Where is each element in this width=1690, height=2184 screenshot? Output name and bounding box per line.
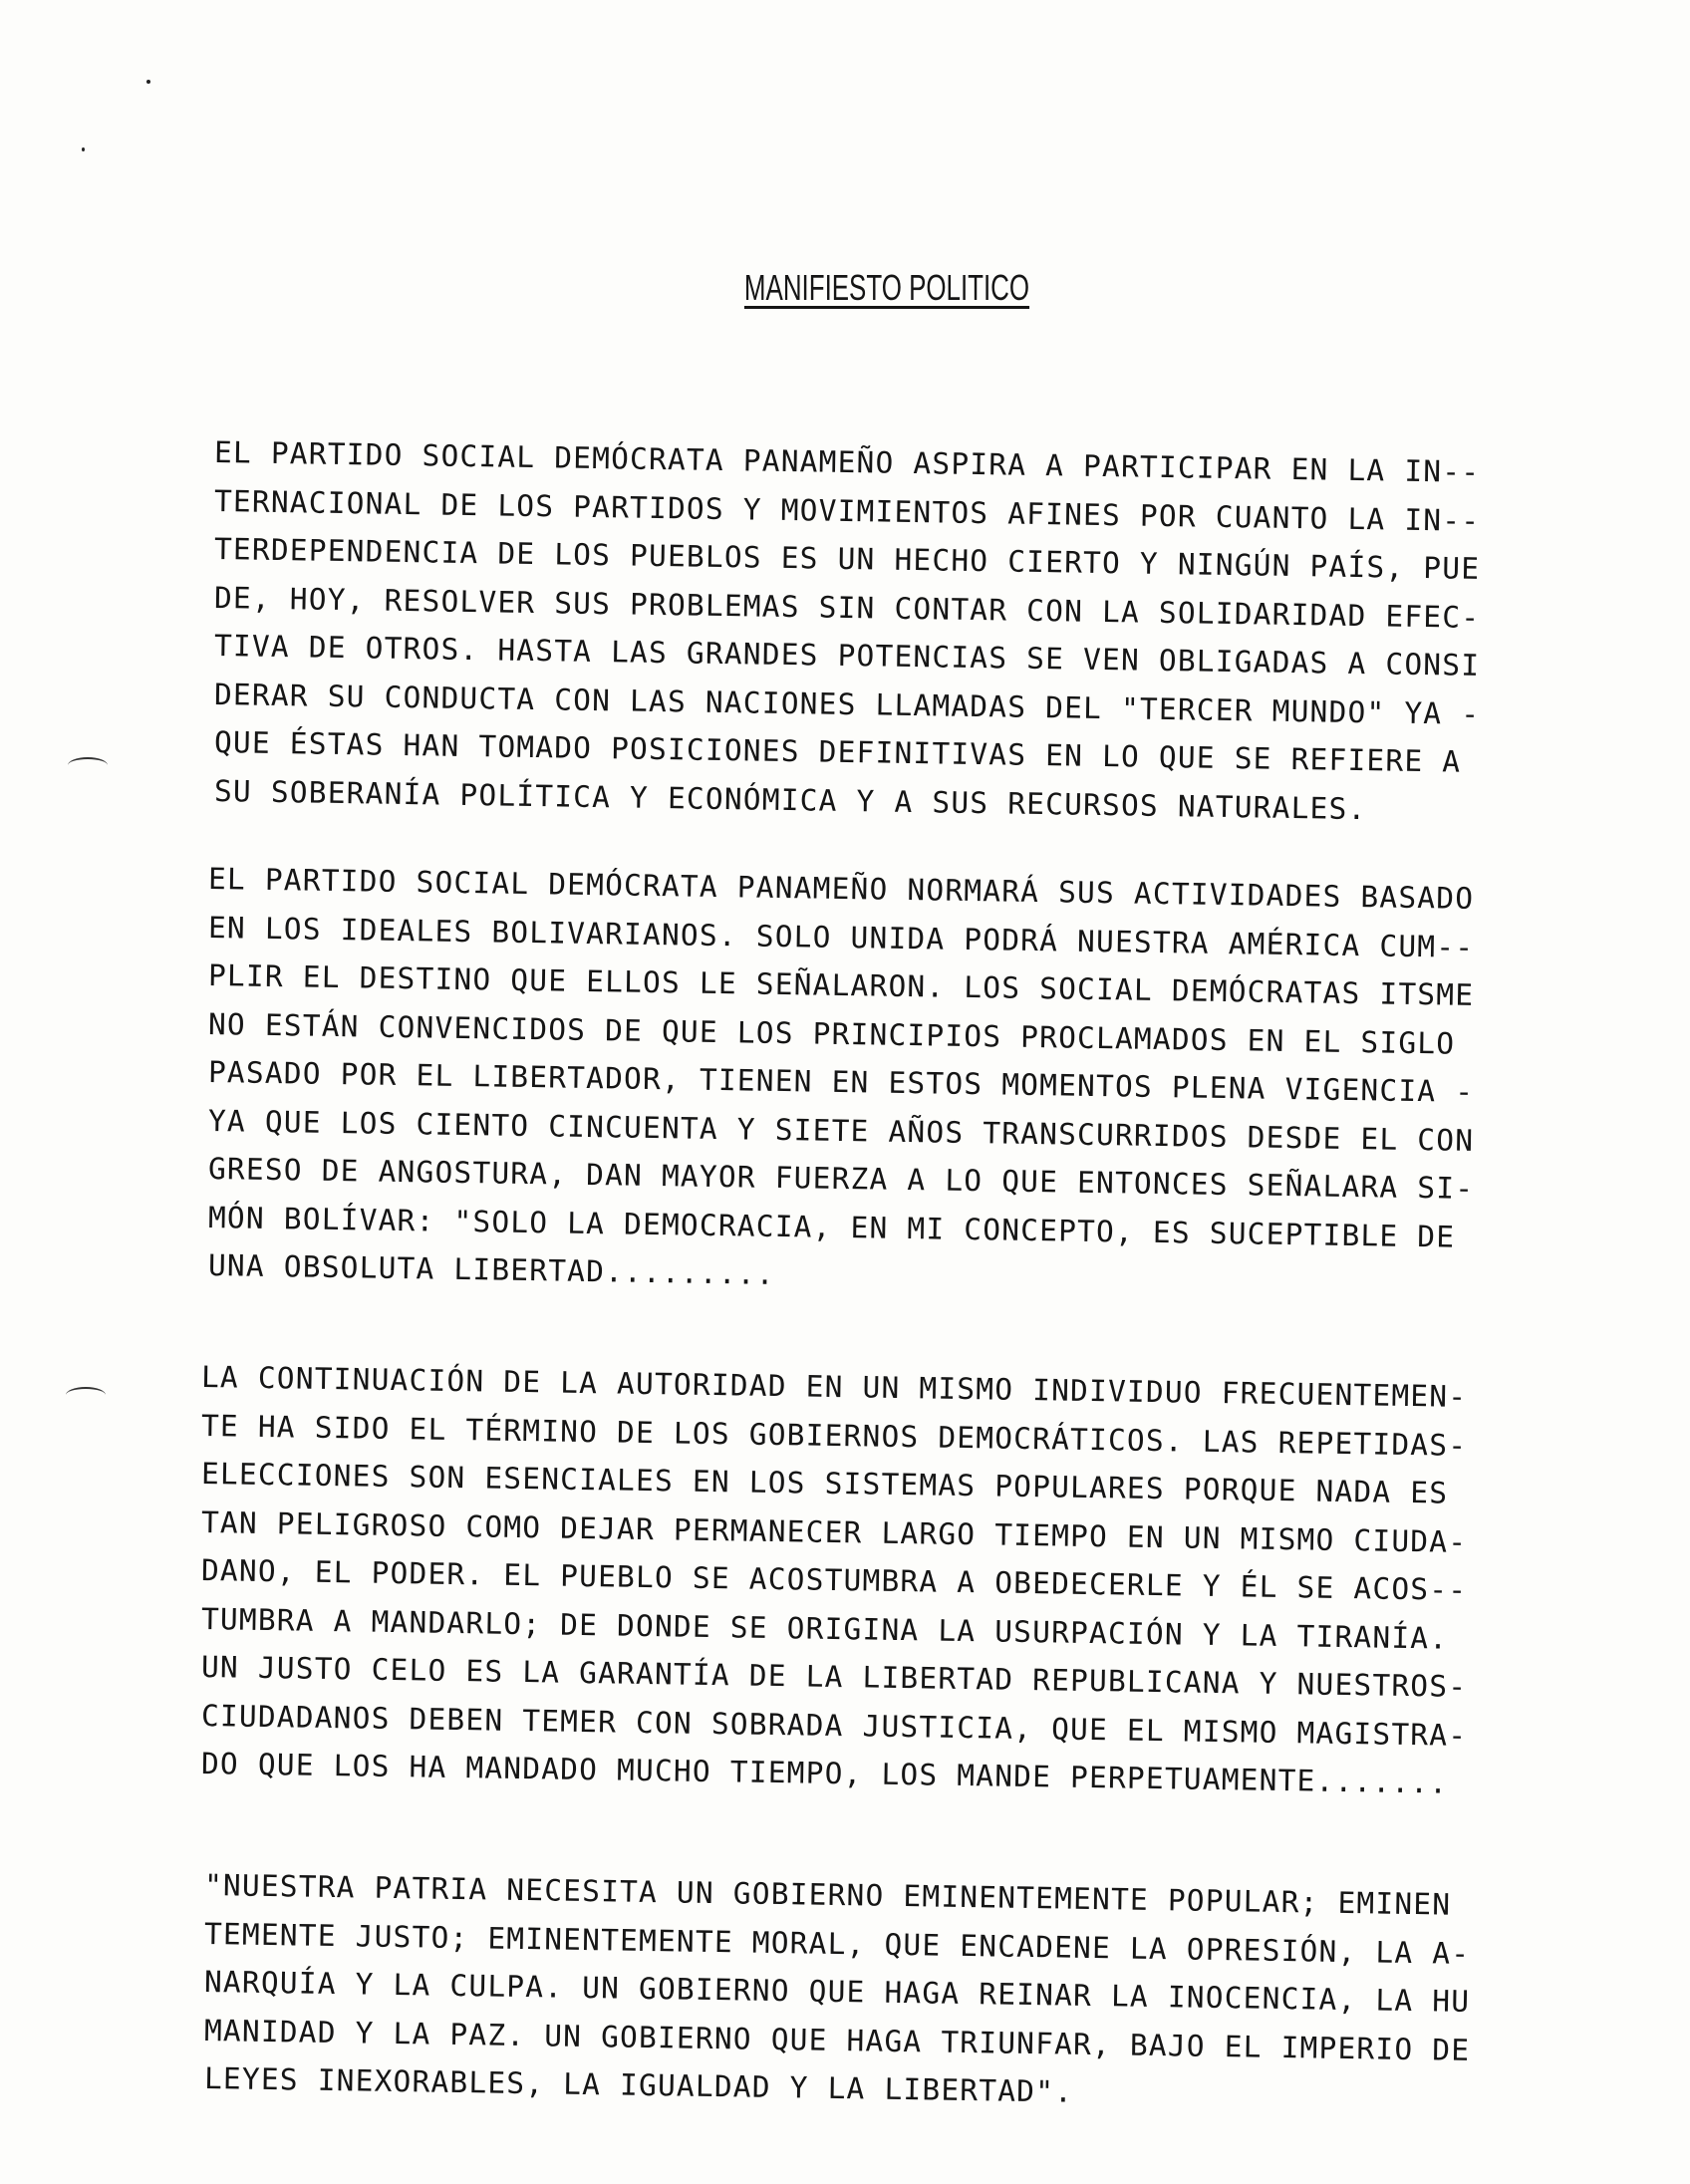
text-line: PASADO POR EL LIBERTADOR, TIENEN EN ESTOS MOMENTOS PLENA VIGENCIA - bbox=[207, 1055, 1475, 1109]
margin-mark bbox=[66, 1387, 106, 1403]
scan-speck bbox=[146, 80, 150, 84]
text-line: MÓN BOLÍVAR: "SOLO LA DEMOCRACIA, EN MI CONCEPTO, ES SUCEPTIBLE DE bbox=[207, 1200, 1456, 1254]
text-line: NARQUÍA Y LA CULPA. UN GOBIERNO QUE HAGA REINAR LA INOCENCIA, LA HU bbox=[203, 1965, 1471, 2019]
text-line: TEMENTE JUSTO; EMINENTEMENTE MORAL, QUE ENCADENE LA OPRESIÓN, LA A- bbox=[203, 1916, 1471, 1971]
text-line: EL PARTIDO SOCIAL DEMÓCRATA PANAMEÑO NORMARÁ SUS ACTIVIDADES BASADO bbox=[207, 862, 1475, 916]
text-line: DE, HOY, RESOLVER SUS PROBLEMAS SIN CONTAR CON LA SOLIDARIDAD EFEC- bbox=[213, 580, 1481, 635]
text-line: EL PARTIDO SOCIAL DEMÓCRATA PANAMEÑO ASPIRA A PARTICIPAR EN LA IN-- bbox=[213, 435, 1481, 489]
text-line: UN JUSTO CELO ES LA GARANTÍA DE LA LIBERTAD REPUBLICANA Y NUESTROS- bbox=[200, 1650, 1468, 1704]
margin-mark bbox=[68, 757, 108, 773]
text-line: GRESO DE ANGOSTURA, DAN MAYOR FUERZA A LO QUE ENTONCES SEÑALARA SI- bbox=[207, 1152, 1475, 1206]
text-line: LEYES INEXORABLES, LA IGUALDAD Y LA LIBERTAD". bbox=[203, 2061, 1074, 2109]
text-line: LA CONTINUACIÓN DE LA AUTORIDAD EN UN MISMO INDIVIDUO FRECUENTEMEN- bbox=[200, 1360, 1468, 1414]
text-line: DO QUE LOS HA MANDADO MUCHO TIEMPO, LOS MANDE PERPETUAMENTE....... bbox=[200, 1747, 1449, 1800]
text-line: EN LOS IDEALES BOLIVARIANOS. SOLO UNIDA PODRÁ NUESTRA AMÉRICA CUM-- bbox=[207, 910, 1475, 964]
text-line: QUE ÉSTAS HAN TOMADO POSICIONES DEFINITIVAS EN LO QUE SE REFIERE A bbox=[213, 725, 1462, 779]
text-line: YA QUE LOS CIENTO CINCUENTA Y SIETE AÑOS TRANSCURRIDOS DESDE EL CON bbox=[207, 1103, 1475, 1158]
text-line: DERAR SU CONDUCTA CON LAS NACIONES LLAMADAS DEL "TERCER MUNDO" YA - bbox=[213, 677, 1481, 731]
scan-speck bbox=[82, 147, 85, 151]
text-line: PLIR EL DESTINO QUE ELLOS LE SEÑALARON. LOS SOCIAL DEMÓCRATAS ITSME bbox=[207, 958, 1475, 1012]
paragraph-1 bbox=[213, 428, 1549, 826]
paragraph-3 bbox=[200, 1353, 1537, 1800]
text-line: TERDEPENDENCIA DE LOS PUEBLOS ES UN HECHO CIERTO Y NINGÚN PAÍS, PUE bbox=[213, 532, 1481, 586]
text-line: TERNACIONAL DE LOS PARTIDOS Y MOVIMIENTOS AFINES POR CUANTO LA IN-- bbox=[213, 483, 1481, 538]
text-line: NO ESTÁN CONVENCIDOS DE QUE LOS PRINCIPIOS PROCLAMADOS EN EL SIGLO bbox=[207, 1006, 1456, 1061]
text-line: TAN PELIGROSO COMO DEJAR PERMANECER LARGO TIEMPO EN UN MISMO CIUDA- bbox=[200, 1504, 1468, 1559]
text-line: TIVA DE OTROS. HASTA LAS GRANDES POTENCIAS SE VEN OBLIGADAS A CONSI bbox=[213, 629, 1481, 682]
text-line: SU SOBERANÍA POLÍTICA Y ECONÓMICA Y A SUS RECURSOS NATURALES. bbox=[213, 773, 1367, 826]
text-line: CIUDADANOS DEBEN TEMER CON SOBRADA JUSTICIA, QUE EL MISMO MAGISTRA- bbox=[200, 1698, 1468, 1753]
paragraph-2 bbox=[208, 855, 1544, 1290]
paragraph-4 bbox=[203, 1861, 1540, 2109]
document-title: MANIFIESTO POLITICO bbox=[743, 267, 1030, 308]
text-line: TE HA SIDO EL TÉRMINO DE LOS GOBIERNOS DEMOCRÁTICOS. LAS REPETIDAS- bbox=[200, 1408, 1468, 1463]
text-line: MANIDAD Y LA PAZ. UN GOBIERNO QUE HAGA TRIUNFAR, BAJO EL IMPERIO DE bbox=[203, 2013, 1471, 2067]
text-line: TUMBRA A MANDARLO; DE DONDE SE ORIGINA LA USURPACIÓN Y LA TIRANÍA. bbox=[200, 1601, 1449, 1656]
text-line: ELECCIONES SON ESENCIALES EN LOS SISTEMAS POPULARES PORQUE NADA ES bbox=[200, 1457, 1449, 1510]
text-line: "NUESTRA PATRIA NECESITA UN GOBIERNO EMINENTEMENTE POPULAR; EMINEN bbox=[203, 1868, 1452, 1922]
text-line: DANO, EL PODER. EL PUEBLO SE ACOSTUMBRA A OBEDECERLE Y ÉL SE ACOS-- bbox=[200, 1553, 1468, 1607]
text-line: UNA OBSOLUTA LIBERTAD......... bbox=[207, 1248, 776, 1291]
